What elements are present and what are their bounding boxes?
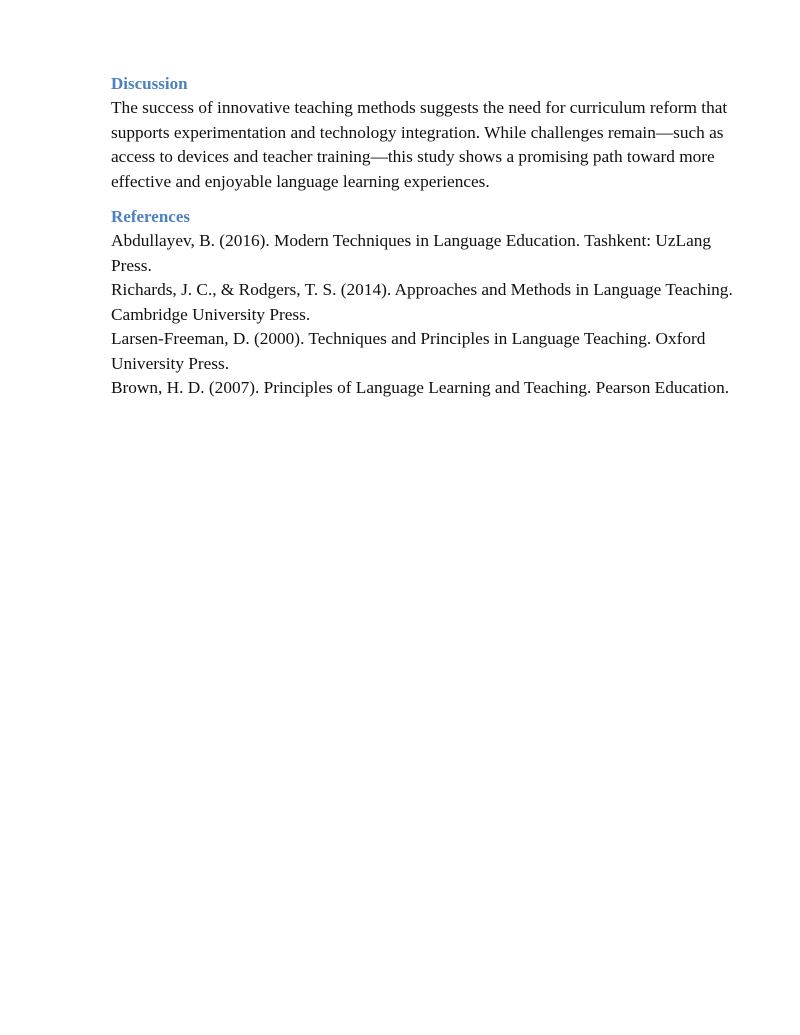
reference-item: Larsen-Freeman, D. (2000). Techniques and Principles in Language Teaching. Oxford University Press. [111, 329, 706, 373]
discussion-heading: Discussion [111, 74, 188, 93]
references-section [111, 205, 744, 401]
reference-item: Richards, J. C., & Rodgers, T. S. (2014). Approaches and Methods in Language Teaching. Cambridge University Press. [111, 280, 733, 324]
discussion-paragraph: The success of innovative teaching methods suggests the need for curriculum reform that supports experimentation and technology integration. While challenges remain—such as access to devices and teacher training—this study shows a promising path toward more effective and enjoyable language learning experiences. [111, 98, 728, 191]
reference-item: Brown, H. D. (2007). Principles of Language Learning and Teaching. Pearson Education. [111, 378, 730, 397]
reference-item: Abdullayev, B. (2016). Modern Techniques in Language Education. Tashkent: UzLang Press. [111, 231, 712, 275]
references-list [111, 229, 744, 401]
references-heading: References [111, 207, 190, 226]
discussion-section [111, 72, 744, 194]
